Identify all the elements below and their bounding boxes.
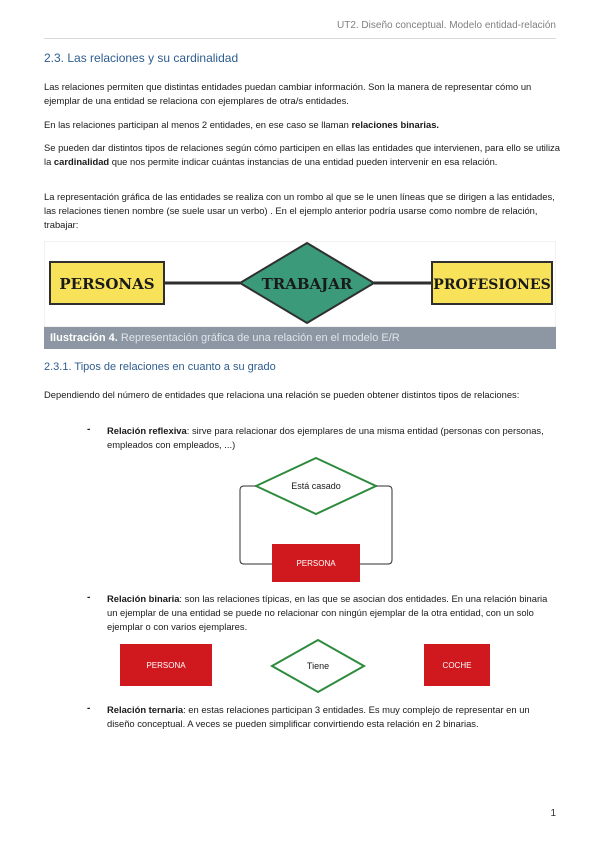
section-heading: 2.3. Las relaciones y su cardinalidad xyxy=(44,51,239,65)
paragraph-3-text-end: que nos permite indicar cuántas instancias de una entidad pueden intervenir en esa relación. xyxy=(109,156,498,167)
bullet-text: : sirve para relacionar dos ejemplares de una misma entidad (personas con personas, empleados con empleados, ...) xyxy=(107,425,544,450)
bullet-term: Relación binaria xyxy=(107,593,180,604)
bullet-marker: - xyxy=(87,424,91,435)
bullet-marker: - xyxy=(87,703,91,714)
paragraph-3-bold: cardinalidad xyxy=(53,156,110,167)
header-rule xyxy=(44,38,556,39)
entity-persona-box: PERSONA xyxy=(120,644,212,686)
running-header: UT2. Diseño conceptual. Modelo entidad-relación xyxy=(336,20,556,31)
paragraph-4: La representación gráfica de las entidades se realiza con un rombo al que se le unen líneas que se dirigen a las entidades, las relaciones tienen nombre (se suele usar un verbo) . En el ejemplo anterior podría usarse como nombre de relación, trabajar: xyxy=(44,191,555,230)
bullet-term: Relación reflexiva xyxy=(107,425,187,436)
er-diagram xyxy=(44,241,556,327)
binary-diagram xyxy=(120,638,492,694)
paragraph-1: Las relaciones permiten que distintas entidades puedan cambiar información. Son la manera de representar cómo un ejemplar de una entidad se relaciona con ejemplares de otra/s entidades. xyxy=(44,81,532,106)
paragraph-2 xyxy=(44,118,560,132)
bullet-term: Relación ternaria xyxy=(107,704,184,715)
caption-label: Ilustración 4. xyxy=(50,332,118,344)
paragraph-2-bold: relaciones binarias. xyxy=(351,119,440,130)
paragraph-3 xyxy=(44,141,560,169)
bullet-marker: - xyxy=(87,592,91,603)
bullet-text: : en estas relaciones participan 3 entidades. Es muy complejo de representar en un diseño conceptual. A veces se pueden simplificar convirtiendo esta relación en 2 binarias. xyxy=(107,704,530,729)
reflexive-diagram xyxy=(236,456,396,580)
relation-esta-casado-label: Está casado xyxy=(291,481,341,491)
er-figure xyxy=(44,241,556,349)
binary-diagram-svg xyxy=(268,638,368,694)
bullet-text: : son las relaciones típicas, en las que se asocian dos entidades. En una relación binaria un ejemplar de una entidad se puede no relacionar con ningún ejemplar de la otra entidad, con un solo ejemplar o con varios ejemplares. xyxy=(107,593,548,632)
entity-persona-box: PERSONA xyxy=(272,544,360,582)
subsection-heading: 2.3.1. Tipos de relaciones en cuanto a su grado xyxy=(44,361,276,373)
paragraph-2-text: En las relaciones participan al menos 2 entidades, en ese caso se llaman xyxy=(44,119,352,130)
bullet-reflexiva xyxy=(107,424,559,452)
bullet-ternaria xyxy=(107,703,559,731)
entity-coche-box: COCHE xyxy=(424,644,490,686)
relation-trabajar-label: TRABAJAR xyxy=(261,275,353,293)
reflexive-connector-left xyxy=(240,486,272,564)
caption-text: Representación gráfica de una relación en el modelo E/R xyxy=(117,332,400,344)
entity-personas-label: PERSONAS xyxy=(59,275,155,293)
reflexive-connector-right xyxy=(360,486,392,564)
relation-tiene-label: Tiene xyxy=(306,661,330,671)
intro-paragraph: Dependiendo del número de entidades que relaciona una relación se pueden obtener distintos tipos de relaciones: xyxy=(44,389,520,400)
page-number: 1 xyxy=(550,808,556,819)
entity-profesiones-label: PROFESIONES xyxy=(433,277,551,293)
paragraph-3-text: Se pueden dar distintos tipos de relaciones según cómo participen en ellas las entidades que intervienen, para ello se utiliza la xyxy=(44,142,560,167)
bullet-binaria xyxy=(107,592,559,634)
figure-caption xyxy=(44,327,556,349)
